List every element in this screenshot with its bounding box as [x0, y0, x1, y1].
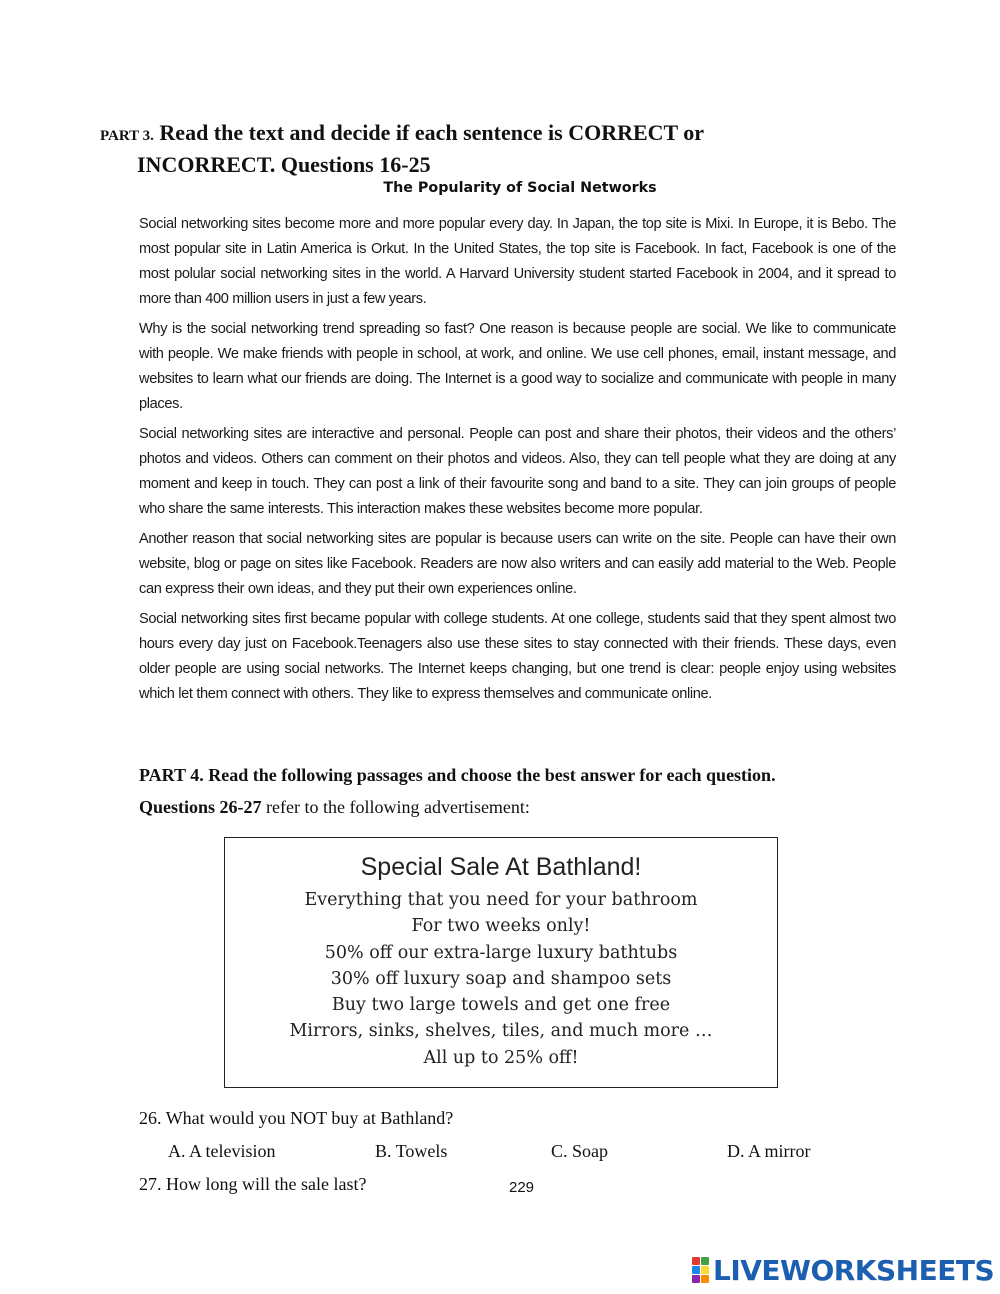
- option-c[interactable]: C. Soap: [551, 1141, 609, 1161]
- passage-paragraph: Why is the social networking trend spreading so fast? One reason is because people are social. We like to communicate with people. We make friends with people in school, at work, and online. We use cell phones, email, instant message, and websites to learn what our friends are doing. The Internet is a good way to socialize and communicate with people in many places.: [139, 321, 896, 412]
- part3-instruction: [100, 120, 704, 146]
- advertisement-line: All up to 25% off!: [423, 1047, 579, 1068]
- part3-instruction-line1: Read the text and decide if each sentence is CORRECT or: [159, 120, 705, 145]
- reading-passage: [139, 212, 896, 712]
- advertisement-title: Special Sale At Bathland!: [360, 853, 642, 881]
- advertisement-line: For two weeks only!: [411, 916, 591, 937]
- question-27: [139, 1174, 366, 1195]
- advertisement-line: Buy two large towels and get one free: [331, 995, 671, 1016]
- part3-instruction-line2: INCORRECT. Questions 16-25: [137, 152, 431, 177]
- advertisement-line: Everything that you need for your bathroom: [304, 890, 698, 910]
- advertisement-box: [224, 837, 778, 1088]
- advertisement-line: 30% off luxury soap and shampoo sets: [330, 968, 672, 989]
- passage-paragraph: Another reason that social networking sites are popular is because users can write on the site. People can have their own website, blog or page on sites like Facebook. Readers are now also writers and can easily add material to the Web. People can express their own ideas, and they put their own experiences online.: [139, 531, 896, 597]
- question-text: What would you NOT buy at Bathland?: [165, 1108, 454, 1128]
- passage-title: The Popularity of Social Networks: [383, 180, 657, 196]
- question-26: [139, 1108, 453, 1129]
- questions-range-label: Questions 26-27: [139, 797, 262, 817]
- passage-paragraph: Social networking sites first became popular with college students. At one college, students said that they spent almost two hours every day just on Facebook.Teenagers also use these sites to stay connected with their friends. These days, even older people are using social networks. The Internet keeps changing, but one trend is clear: people enjoy using websites which let them connect with others. They like to express themselves and communicate online.: [139, 611, 896, 702]
- page-number: 229: [509, 1179, 535, 1196]
- option-d[interactable]: D. A mirror: [727, 1141, 811, 1161]
- option-b[interactable]: B. Towels: [375, 1141, 448, 1161]
- question-number: 26.: [139, 1108, 162, 1128]
- advertisement-line: 50% off our extra-large luxury bathtubs: [324, 942, 678, 963]
- part4-instruction: PART 4. Read the following passages and choose the best answer for each question.: [139, 765, 776, 785]
- advertisement-line: Mirrors, sinks, shelves, tiles, and much more …: [289, 1021, 713, 1042]
- passage-paragraph: Social networking sites become more and more popular every day. In Japan, the top site is Mixi. In Europe, it is Bebo. The most popular site in Latin America is Orkut. In the United States, the top site is Facebook. In fact, Facebook is one of the most polular social networking sites in the world. A Harvard University student started Facebook in 2004, and it spread to more than 400 million users in just a few years.: [139, 216, 896, 307]
- logo-icon: [692, 1257, 709, 1283]
- question-text: How long will the sale last?: [166, 1174, 367, 1194]
- logo-text: LIVEWORKSHEETS: [713, 1253, 995, 1287]
- option-a[interactable]: A. A television: [168, 1141, 276, 1161]
- part3-label: PART 3.: [100, 128, 154, 144]
- passage-paragraph: Social networking sites are interactive and personal. People can post and share their photos, their videos and the others’ photos and videos. Others can comment on their photos and videos. Also, they can tell people what they are doing at any moment and keep in touch. They can post a link of their favourite song and band to a site. They can join groups of people who share the same interests. This interaction makes these websites become more popular.: [139, 426, 896, 517]
- liveworksheets-logo[interactable]: [692, 1254, 994, 1286]
- question-number: 27.: [139, 1174, 162, 1194]
- questions-intro-text: refer to the following advertisement:: [261, 797, 530, 817]
- questions-intro: [139, 797, 530, 818]
